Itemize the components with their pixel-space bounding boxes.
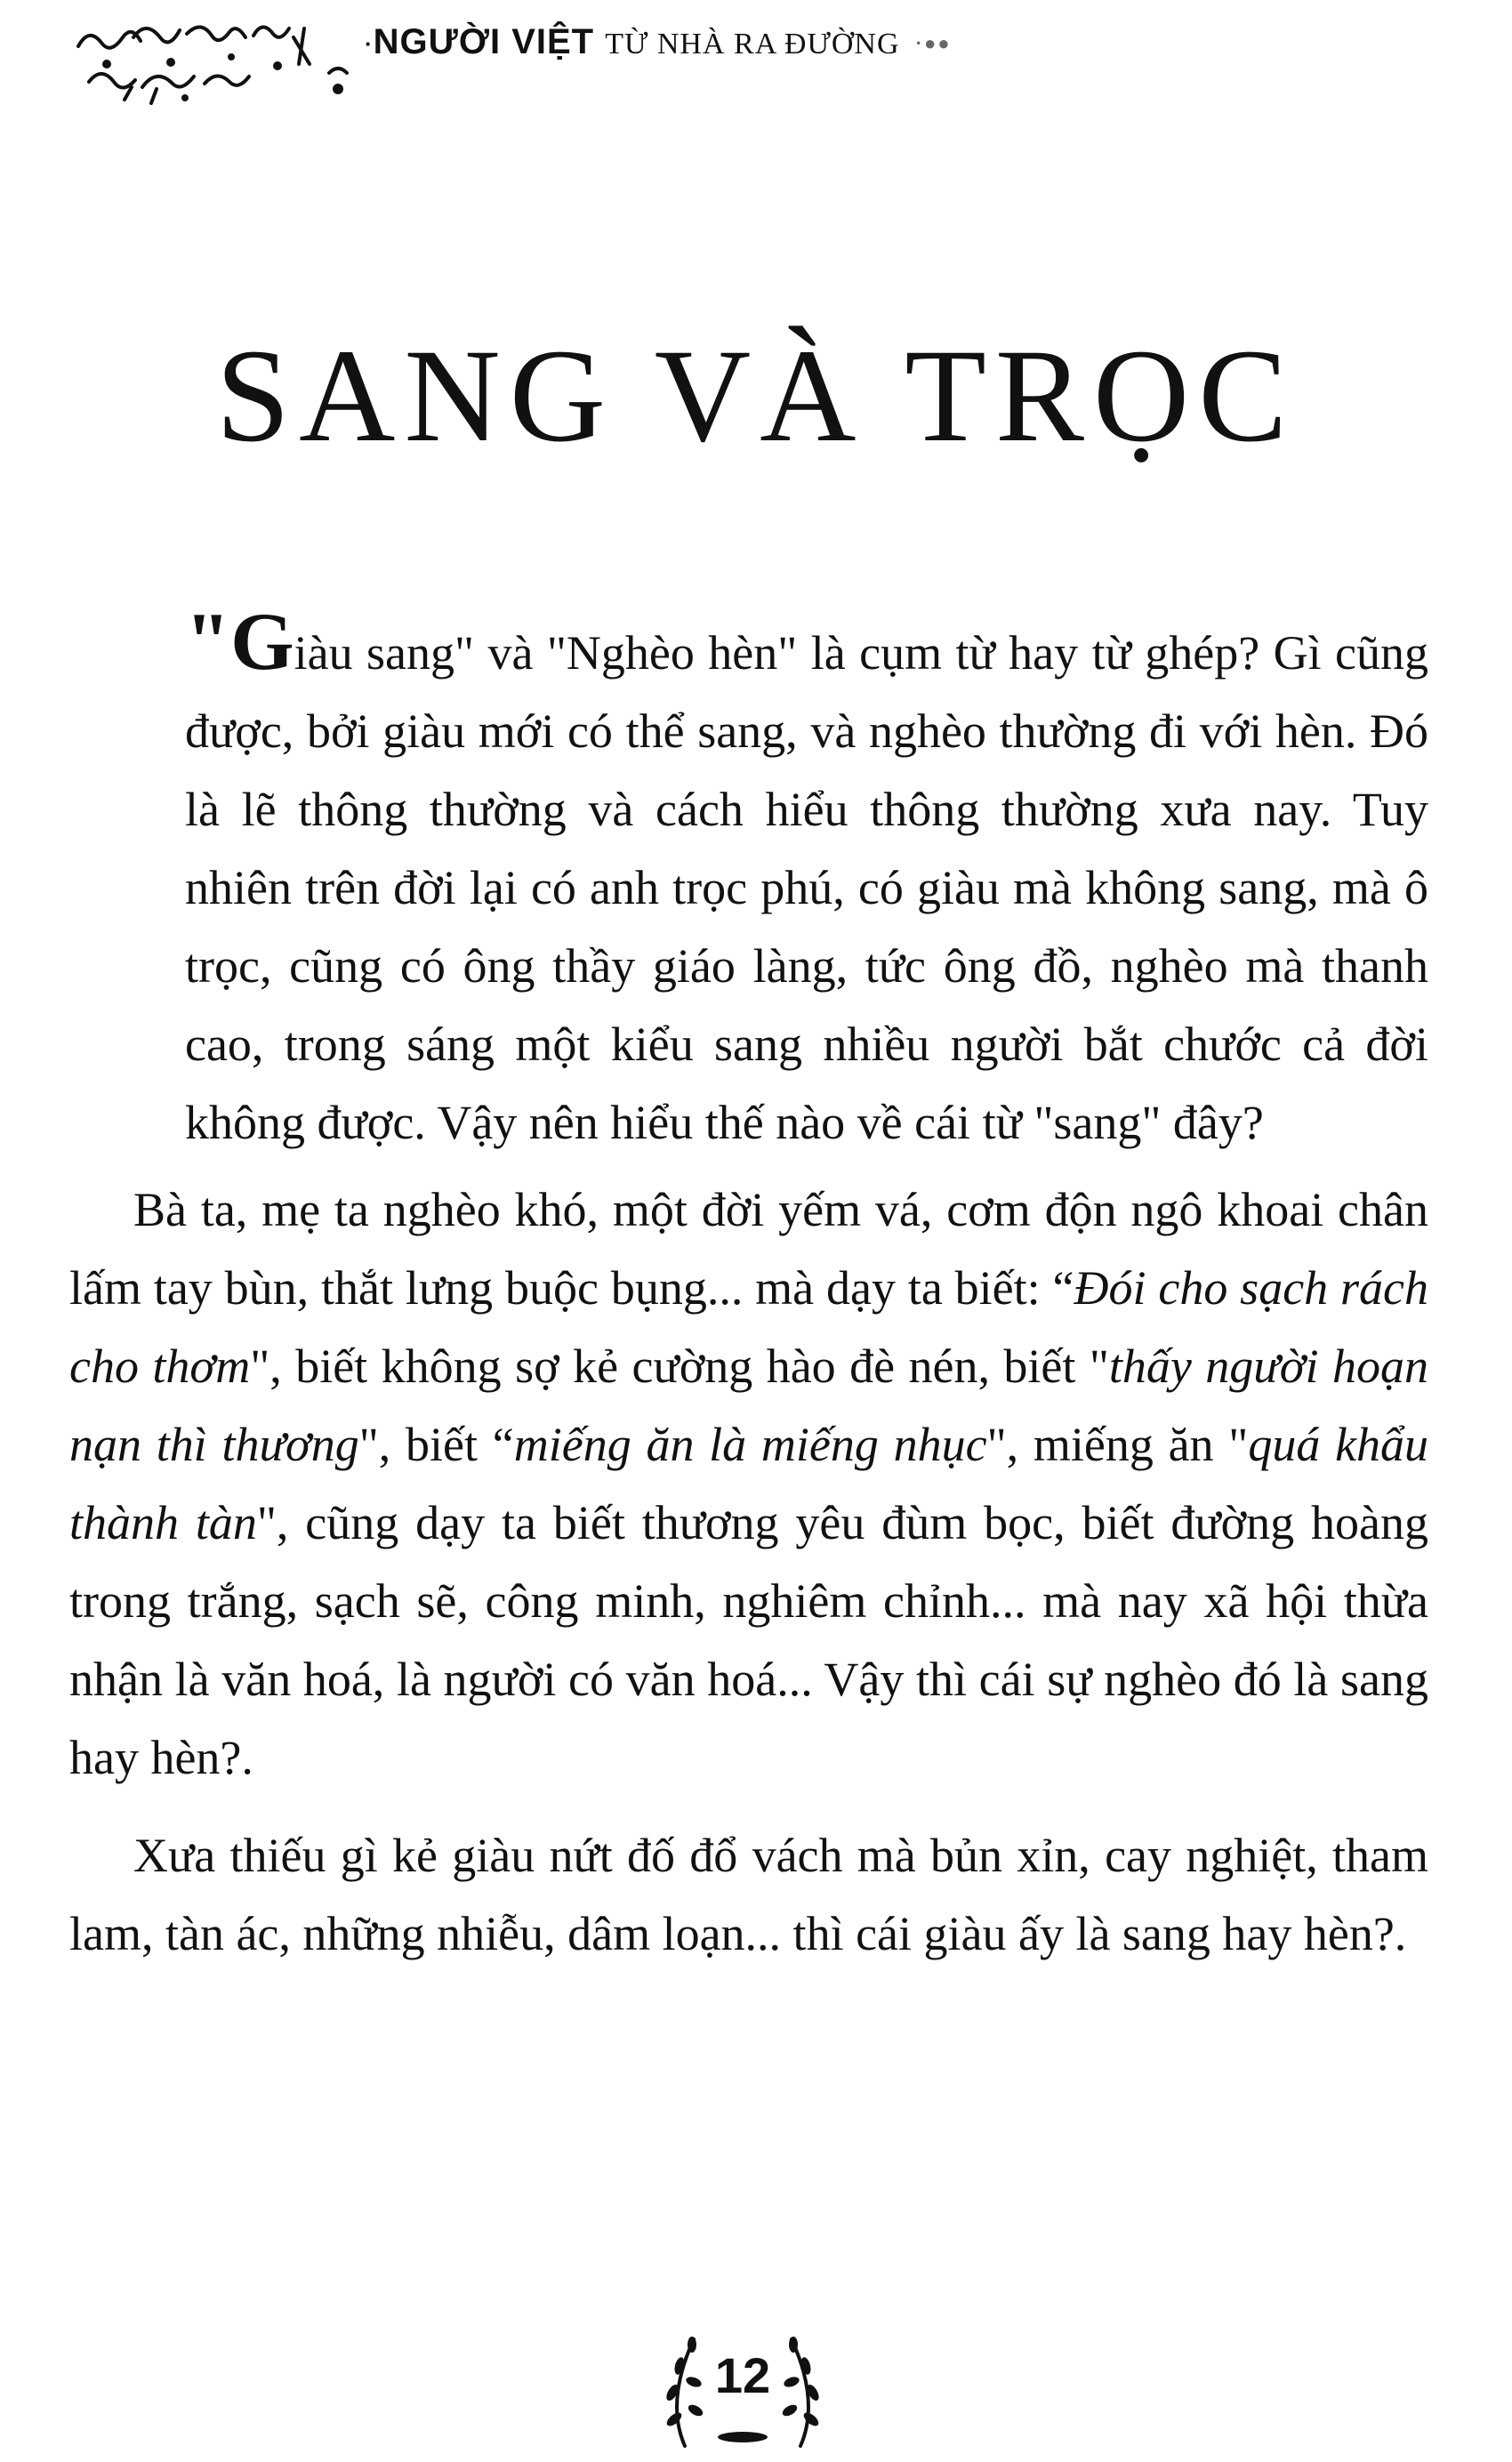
header-dots-ornament: ·●● — [915, 31, 952, 54]
paragraph-2-text-2: ", biết không sợ kẻ cường hào đè nén, biết " — [250, 1340, 1109, 1393]
running-header — [71, 11, 1121, 109]
dropcap-letter: G — [230, 596, 294, 687]
paragraph-3-text: Xưa thiếu gì kẻ giàu nứt đố đổ vách mà bủn xỉn, cay nghiệt, tham lam, tàn ác, những nhiễu, dâm loạn... thì cái giàu ấy là sang hay hèn?. — [69, 1829, 1428, 1960]
body-text — [69, 596, 1429, 1973]
paragraph-1 — [69, 596, 1428, 1162]
paragraph-2-text-1: Bà ta, mẹ ta nghèo khó, một đời yếm vá, cơm độn ngô khoai chân lấm tay bùn, thắt lưng buộc bụng... mà dạy ta biết: “ — [69, 1183, 1428, 1315]
paragraph-2-text-5: ", cũng dạy ta biết thương yêu đùm bọc, biết đường hoàng trong trắng, sạch sẽ, công minh, nghiêm chỉnh... mà nay xã hội thừa nhận là văn hoá, là người có văn hoá... Vậy thì cái sự nghèo đó là sang hay hèn?. — [69, 1496, 1428, 1784]
chapter-title: SANG VÀ TRỌC — [215, 322, 1297, 470]
paragraph-2-quote-1: Đói cho sạch rách cho thơm — [69, 1261, 1428, 1393]
paragraph-1-text: iàu sang" và "Nghèo hèn" là cụm từ hay từ ghép? Gì cũng được, bởi giàu mới có thể sang, và nghèo thường đi với hèn. Đó là lẽ thông thường và cách hiểu thông thường xưa nay. Tuy nhiên trên đời lại có anh trọc phú, có giàu mà không sang, mà ô trọc, cũng có ông thầy giáo làng, tức ông đồ, nghèo mà thanh cao, trong sáng một kiểu sang nhiều người bắt chước cả đời không được. Vậy nên hiểu thế nào về cái từ "sang" đây? — [185, 626, 1428, 1149]
running-header-title: ·NGƯỜI VIỆT TỪ NHÀ RA ĐƯỜNG ·●● — [365, 21, 952, 61]
paragraph-2-text-4: ", miếng ăn " — [986, 1418, 1249, 1471]
paragraph-2-quote-3: miếng ăn là miếng nhục — [513, 1418, 987, 1471]
page-number-folio — [649, 2313, 836, 2455]
paragraph-3 — [69, 1816, 1428, 1973]
paragraph-2-text-3: ", biết “ — [358, 1418, 514, 1471]
paragraph-2-quote-2: thấy người hoạn nạn thì thương — [69, 1340, 1428, 1471]
floral-calligraphy-ornament-icon — [71, 11, 356, 109]
header-series-name: NGƯỜI VIỆT — [373, 21, 595, 61]
paragraph-2-quote-4: quá khẩu thành tàn — [69, 1418, 1429, 1549]
page-number: 12 — [714, 2347, 771, 2403]
dropcap-quote: " — [185, 596, 231, 687]
header-series-subtitle: TỪ NHÀ RA ĐƯỜNG — [605, 27, 900, 60]
paragraph-2 — [69, 1171, 1428, 1797]
